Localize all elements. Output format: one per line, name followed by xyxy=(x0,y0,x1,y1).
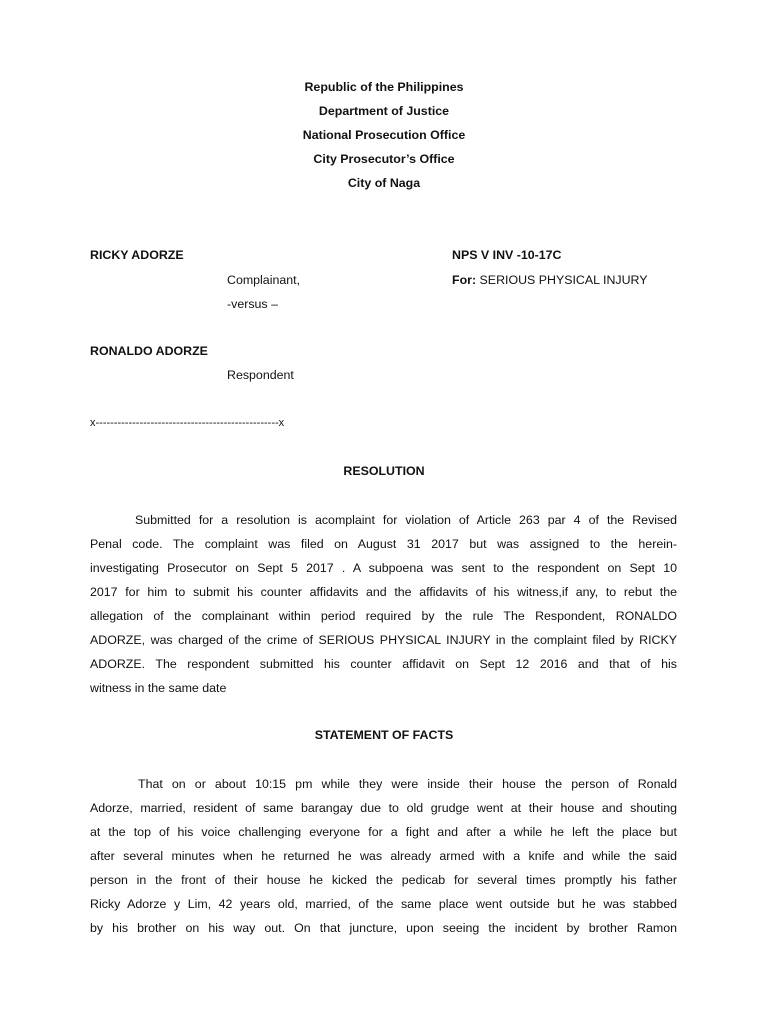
case-number: NPS V INV -10-17C xyxy=(452,248,562,262)
caption-separator: x--------------------------------------------------x xyxy=(90,417,285,429)
respondent-name: RONALDO ADORZE xyxy=(90,344,208,358)
resolution-line: Submitted for a resolution is acomplaint for violation of Article 263 par 4 of the Revised xyxy=(135,513,677,527)
resolution-paragraph xyxy=(90,508,677,700)
facts-line: after several minutes when he returned he was already armed with a knife and while the said xyxy=(90,849,677,863)
resolution-title: RESOLUTION xyxy=(343,464,425,478)
header-office: National Prosecution Office xyxy=(302,128,466,142)
header-city-prosecutor: City Prosecutor’s Office xyxy=(313,152,455,166)
for-label: For: xyxy=(452,273,477,287)
facts-title: STATEMENT OF FACTS xyxy=(314,728,454,742)
resolution-line: ADORZE. The respondent submitted his counter affidavit on Sept 12 2016 and that of his xyxy=(90,657,677,671)
facts-line: by his brother on his way out. On that juncture, upon seeing the incident by brother Ramon xyxy=(90,921,677,935)
resolution-line: 2017 for him to submit his counter affidavits and the affidavits of his witness,if any, to rebut the xyxy=(90,585,677,599)
for-value: SERIOUS PHYSICAL INJURY xyxy=(476,273,648,287)
header-department: Department of Justice xyxy=(318,104,450,118)
resolution-line: ADORZE, was charged of the crime of SERIOUS PHYSICAL INJURY in the complaint filed by RICKY xyxy=(90,633,677,647)
resolution-line: allegation of the complainant within period required by the rule The Respondent, RONALDO xyxy=(90,609,677,623)
facts-line: That on or about 10:15 pm while they were inside their house the person of Ronald xyxy=(138,777,677,791)
facts-line: Adorze, married, resident of same barangay due to old grudge went at their house and shouting xyxy=(90,801,677,815)
header-republic: Republic of the Philippines xyxy=(304,80,464,94)
facts-line: Ricky Adorze y Lim, 42 years old, married, of the same place went outside but he was stabbed xyxy=(90,897,677,911)
facts-paragraph xyxy=(90,772,677,940)
header-city: City of Naga xyxy=(347,176,421,190)
versus-label: -versus – xyxy=(227,297,278,311)
complainant-name: RICKY ADORZE xyxy=(90,248,184,262)
facts-line: at the top of his voice challenging everyone for a fight and after a while he left the place but xyxy=(90,825,677,839)
respondent-role: Respondent xyxy=(227,368,294,382)
facts-line: person in the front of their house he kicked the pedicab for several times promptly his father xyxy=(90,873,677,887)
complainant-role: Complainant, xyxy=(227,273,301,287)
resolution-line: investigating Prosecutor on Sept 5 2017 . A subpoena was sent to the respondent on Sept 10 xyxy=(90,561,677,575)
resolution-line: witness in the same date xyxy=(90,681,227,695)
case-charge xyxy=(452,272,648,288)
resolution-line: Penal code. The complaint was filed on August 31 2017 but was assigned to the herein- xyxy=(90,537,677,551)
